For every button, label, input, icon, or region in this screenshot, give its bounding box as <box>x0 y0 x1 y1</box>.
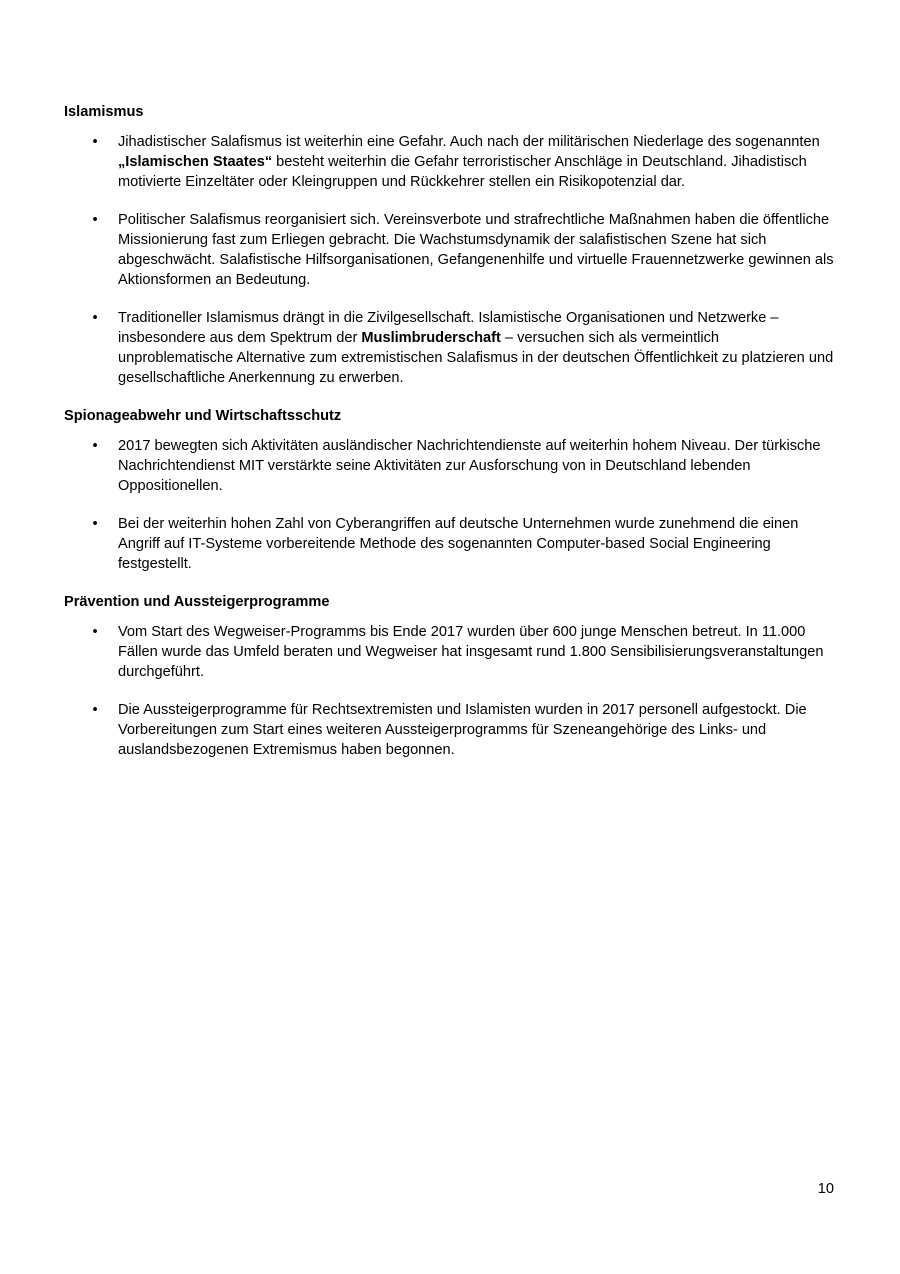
item-text: Traditioneller Islamismus drängt in die Zivilgesellschaft. Islamistische Organisationen und Netzwerke – insbesondere aus dem Spektrum der <box>118 310 779 346</box>
bullet-icon: • <box>92 134 98 150</box>
item-text: Politischer Salafismus reorganisiert sich. Vereinsverbote und strafrechtliche Maßnahmen haben die öffentliche Missionierung fast zum Erliegen gebracht. Die Wachstumsdynamik der salafistischen Szene hat sich abgeschwächt. Salafistische Hilfsorganisationen, Gefangenenhilfe und virtuelle Frauennetzwerke gewinnen als Aktionsformen an Bedeutung. <box>118 212 834 288</box>
bullet-list-islamismus <box>64 132 836 388</box>
item-text: – versuchen sich als vermeintlich unproblematische Alternative zum extremistischen Salafismus in der deutschen Öffentlichkeit zu platzieren und gesellschaftliche Anerkennung zu erwerben. <box>118 330 834 386</box>
item-text: besteht weiterhin die Gefahr terroristischer Anschläge in Deutschland. Jihadistisch motivierte Einzeltäter oder Kleingruppen und Rückkehrer stellen ein Risikopotenzial dar. <box>118 154 807 190</box>
item-text: 2017 bewegten sich Aktivitäten ausländischer Nachrichtendienste auf weiterhin hohem Niveau. Der türkische Nachrichtendienst MIT verstärkte seine Aktivitäten zur Ausforschung von in Deutschland lebenden Oppositionellen. <box>118 438 821 494</box>
bullet-icon: • <box>92 438 98 454</box>
list-item <box>64 514 836 574</box>
page-content <box>64 102 836 778</box>
item-text: Jihadistischer Salafismus ist weiterhin eine Gefahr. Auch nach der militärischen Niederlage des sogenannten <box>118 134 820 150</box>
section-heading-praevention: Prävention und Aussteigerprogramme <box>64 594 330 610</box>
item-bold-text: Muslimbruderschaft <box>361 330 501 346</box>
section-heading-spionageabwehr: Spionageabwehr und Wirtschaftsschutz <box>64 408 342 424</box>
bullet-icon: • <box>92 212 98 228</box>
bullet-icon: • <box>92 624 98 640</box>
page-number: 10 <box>817 1181 834 1197</box>
list-item <box>64 210 836 290</box>
list-item <box>64 700 836 760</box>
section-heading-islamismus: Islamismus <box>64 104 144 120</box>
list-item <box>64 622 836 682</box>
item-text: Bei der weiterhin hohen Zahl von Cyberangriffen auf deutsche Unternehmen wurde zunehmend die einen Angriff auf IT-Systeme vorbereitende Methode des sogenannten Computer-based Social Engineering festgestellt. <box>118 516 799 572</box>
item-text: Vom Start des Wegweiser-Programms bis Ende 2017 wurden über 600 junge Menschen betreut. In 11.000 Fällen wurde das Umfeld beraten und Wegweiser hat insgesamt rund 1.800 Sensibilisierungsveranstaltungen durchgeführt. <box>118 624 824 680</box>
bullet-icon: • <box>92 516 98 532</box>
item-text: Die Aussteigerprogramme für Rechtsextremisten und Islamisten wurden in 2017 personell aufgestockt. Die Vorbereitungen zum Start eines weiteren Aussteigerprogramms für Szeneangehörige des Links- und auslandsbezogenen Extremismus haben begonnen. <box>118 702 807 758</box>
bullet-list-praevention <box>64 622 836 760</box>
list-item <box>64 132 836 192</box>
bullet-icon: • <box>92 702 98 718</box>
list-item <box>64 436 836 496</box>
item-bold-text: „Islamischen Staates“ <box>118 154 273 170</box>
list-item <box>64 308 836 388</box>
bullet-list-spionageabwehr <box>64 436 836 574</box>
bullet-icon: • <box>92 310 98 326</box>
